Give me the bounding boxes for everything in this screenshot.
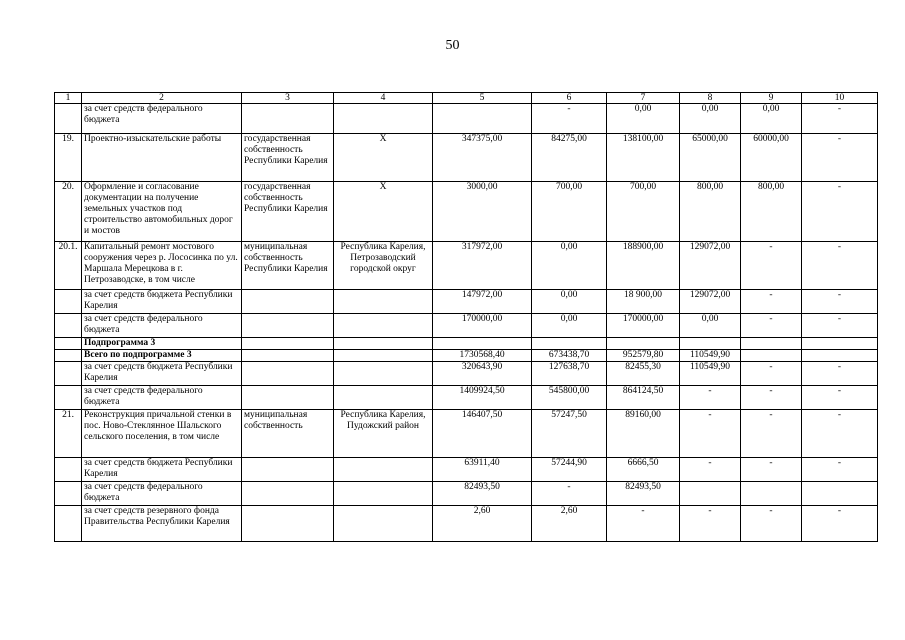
table-cell bbox=[242, 458, 334, 482]
table-cell: 347375,00 bbox=[433, 134, 532, 182]
table-cell: - bbox=[532, 482, 607, 506]
table-row bbox=[55, 242, 878, 290]
table-cell: 57247,50 bbox=[532, 410, 607, 458]
table-cell: за счет средств бюджета Республики Карелия bbox=[82, 458, 242, 482]
table-cell: 673438,70 bbox=[532, 350, 607, 362]
table-cell: 6666,50 bbox=[607, 458, 680, 482]
table-cell: 188900,00 bbox=[607, 242, 680, 290]
table-cell bbox=[607, 338, 680, 350]
table-cell: 82493,50 bbox=[607, 482, 680, 506]
table-cell: 800,00 bbox=[741, 182, 802, 242]
table-cell: 20. bbox=[55, 182, 82, 242]
table-cell bbox=[334, 482, 433, 506]
page-number: 50 bbox=[445, 38, 460, 53]
table-cell bbox=[334, 506, 433, 542]
table-cell: 700,00 bbox=[532, 182, 607, 242]
table-cell: - bbox=[802, 290, 878, 314]
table-cell: 20.1. bbox=[55, 242, 82, 290]
table-cell: за счет средств федерального бюджета bbox=[82, 482, 242, 506]
table-row bbox=[55, 506, 878, 542]
table-cell bbox=[242, 350, 334, 362]
table-cell: 0,00 bbox=[532, 290, 607, 314]
table-cell: Республика Карелия, Пудожский район bbox=[334, 410, 433, 458]
table-cell: - bbox=[680, 458, 741, 482]
table-cell bbox=[334, 104, 433, 134]
table-cell: Республика Карелия, Петрозаводский городской округ bbox=[334, 242, 433, 290]
table-cell: - bbox=[802, 134, 878, 182]
table-cell: - bbox=[802, 458, 878, 482]
table-cell: - bbox=[741, 290, 802, 314]
column-number-5: 5 bbox=[433, 93, 532, 104]
table-cell bbox=[334, 350, 433, 362]
table-row bbox=[55, 314, 878, 338]
table-cell: 60000,00 bbox=[741, 134, 802, 182]
table-cell: 170000,00 bbox=[433, 314, 532, 338]
table-cell: за счет средств бюджета Республики Карелия bbox=[82, 290, 242, 314]
column-number-3: 3 bbox=[242, 93, 334, 104]
table-cell bbox=[55, 482, 82, 506]
table-cell: 0,00 bbox=[680, 104, 741, 134]
table-cell: - bbox=[802, 182, 878, 242]
table-cell: - bbox=[532, 104, 607, 134]
table-cell: 82455,30 bbox=[607, 362, 680, 386]
table-cell: 147972,00 bbox=[433, 290, 532, 314]
table-cell bbox=[55, 458, 82, 482]
table-cell: 700,00 bbox=[607, 182, 680, 242]
table-cell bbox=[242, 338, 334, 350]
table-cell: - bbox=[802, 104, 878, 134]
table-cell: муниципальная собственность Республики Карелия bbox=[242, 242, 334, 290]
column-number-6: 6 bbox=[532, 93, 607, 104]
table-cell bbox=[55, 314, 82, 338]
table-cell bbox=[55, 506, 82, 542]
table-cell: Капитальный ремонт мостового сооружения через р. Лососинка по ул. Маршала Мерецкова в г. Петрозаводске, в том числе bbox=[82, 242, 242, 290]
table-cell: государственная собственность Республики Карелия bbox=[242, 182, 334, 242]
column-number-9: 9 bbox=[741, 93, 802, 104]
table-cell bbox=[55, 386, 82, 410]
table-cell: Х bbox=[334, 134, 433, 182]
table-cell: 320643,90 bbox=[433, 362, 532, 386]
table-cell: 127638,70 bbox=[532, 362, 607, 386]
table-cell bbox=[334, 386, 433, 410]
table-cell: 0,00 bbox=[532, 314, 607, 338]
table-cell: - bbox=[802, 314, 878, 338]
table-cell: за счет средств резервного фонда Правительства Республики Карелия bbox=[82, 506, 242, 542]
table-cell: 0,00 bbox=[532, 242, 607, 290]
table-row bbox=[55, 350, 878, 362]
table-cell: 952579,80 bbox=[607, 350, 680, 362]
table-row bbox=[55, 338, 878, 350]
table-cell bbox=[741, 338, 802, 350]
table-cell: 317972,00 bbox=[433, 242, 532, 290]
table-cell: - bbox=[802, 506, 878, 542]
table-cell: 2,60 bbox=[532, 506, 607, 542]
table-cell: - bbox=[802, 410, 878, 458]
table-cell: Всего по подпрограмме 3 bbox=[82, 350, 242, 362]
table-cell: 146407,50 bbox=[433, 410, 532, 458]
table-cell: 129072,00 bbox=[680, 242, 741, 290]
table-cell: - bbox=[802, 242, 878, 290]
table-cell: за счет средств федерального бюджета bbox=[82, 314, 242, 338]
table-cell: - bbox=[741, 314, 802, 338]
table-cell: - bbox=[741, 458, 802, 482]
table-cell: 110549,90 bbox=[680, 350, 741, 362]
table-cell bbox=[242, 482, 334, 506]
table-cell: Подпрограмма 3 bbox=[82, 338, 242, 350]
header-row bbox=[55, 93, 878, 104]
table-cell: - bbox=[741, 410, 802, 458]
table-cell: 0,00 bbox=[680, 314, 741, 338]
table-cell: за счет средств федерального бюджета bbox=[82, 104, 242, 134]
table-cell bbox=[242, 314, 334, 338]
table-cell: 18 900,00 bbox=[607, 290, 680, 314]
table-cell bbox=[802, 338, 878, 350]
table-cell: - bbox=[741, 242, 802, 290]
table-row bbox=[55, 362, 878, 386]
table-cell: 3000,00 bbox=[433, 182, 532, 242]
table-cell: - bbox=[680, 386, 741, 410]
table-cell: 19. bbox=[55, 134, 82, 182]
table-cell bbox=[55, 338, 82, 350]
table-cell: 110549,90 bbox=[680, 362, 741, 386]
table-cell: 1730568,40 bbox=[433, 350, 532, 362]
column-number-4: 4 bbox=[334, 93, 433, 104]
table-row bbox=[55, 482, 878, 506]
table-cell bbox=[741, 482, 802, 506]
table-cell: 84275,00 bbox=[532, 134, 607, 182]
column-number-2: 2 bbox=[82, 93, 242, 104]
table-cell bbox=[334, 314, 433, 338]
table-row bbox=[55, 290, 878, 314]
table-cell bbox=[680, 482, 741, 506]
table-cell: 2,60 bbox=[433, 506, 532, 542]
table-cell: за счет средств бюджета Республики Карелия bbox=[82, 362, 242, 386]
table-cell: Проектно-изыскательские работы bbox=[82, 134, 242, 182]
table-row bbox=[55, 104, 878, 134]
table-cell: - bbox=[741, 506, 802, 542]
table-row bbox=[55, 458, 878, 482]
table-cell bbox=[680, 338, 741, 350]
table-cell bbox=[334, 458, 433, 482]
table-cell bbox=[802, 350, 878, 362]
table-cell: 138100,00 bbox=[607, 134, 680, 182]
table-cell: 82493,50 bbox=[433, 482, 532, 506]
table-cell: Реконструкция причальной стенки в пос. Ново-Стеклянное Шальского сельского поселения, в том числе bbox=[82, 410, 242, 458]
column-number-8: 8 bbox=[680, 93, 741, 104]
table-cell: Оформление и согласование документации на получение земельных участков под строительство автомобильных дорог и мостов bbox=[82, 182, 242, 242]
table-cell: 0,00 bbox=[741, 104, 802, 134]
table-cell: 170000,00 bbox=[607, 314, 680, 338]
table-cell bbox=[242, 362, 334, 386]
table-cell: 63911,40 bbox=[433, 458, 532, 482]
table-row bbox=[55, 134, 878, 182]
table-cell bbox=[242, 506, 334, 542]
table-cell: 800,00 bbox=[680, 182, 741, 242]
table-cell: государственная собственность Республики Карелия bbox=[242, 134, 334, 182]
table-row bbox=[55, 182, 878, 242]
table-cell: - bbox=[802, 386, 878, 410]
table-cell bbox=[55, 290, 82, 314]
table-cell bbox=[532, 338, 607, 350]
table-cell bbox=[741, 350, 802, 362]
table-cell: 545800,00 bbox=[532, 386, 607, 410]
table-cell bbox=[55, 104, 82, 134]
table-cell bbox=[242, 386, 334, 410]
table-cell: - bbox=[741, 386, 802, 410]
table-cell bbox=[802, 482, 878, 506]
table-cell: 65000,00 bbox=[680, 134, 741, 182]
table-cell bbox=[334, 338, 433, 350]
column-number-1: 1 bbox=[55, 93, 82, 104]
table-cell: 129072,00 bbox=[680, 290, 741, 314]
table-cell: за счет средств федерального бюджета bbox=[82, 386, 242, 410]
table-row bbox=[55, 410, 878, 458]
table-cell: - bbox=[802, 362, 878, 386]
table-cell bbox=[55, 350, 82, 362]
data-table bbox=[54, 92, 878, 542]
column-number-10: 10 bbox=[802, 93, 878, 104]
table-cell: Х bbox=[334, 182, 433, 242]
table-cell: 0,00 bbox=[607, 104, 680, 134]
table-cell bbox=[433, 104, 532, 134]
table-cell: муниципальная собственность bbox=[242, 410, 334, 458]
table-cell: - bbox=[680, 506, 741, 542]
column-number-7: 7 bbox=[607, 93, 680, 104]
table-cell bbox=[242, 104, 334, 134]
table-cell: 57244,90 bbox=[532, 458, 607, 482]
table-cell: - bbox=[607, 506, 680, 542]
table-cell bbox=[242, 290, 334, 314]
table-cell bbox=[334, 290, 433, 314]
table-cell: - bbox=[741, 362, 802, 386]
table-cell: 21. bbox=[55, 410, 82, 458]
table-cell: 1409924,50 bbox=[433, 386, 532, 410]
table-cell bbox=[334, 362, 433, 386]
table-row bbox=[55, 386, 878, 410]
table-cell bbox=[433, 338, 532, 350]
table-cell: - bbox=[680, 410, 741, 458]
table-cell: 864124,50 bbox=[607, 386, 680, 410]
table-cell: 89160,00 bbox=[607, 410, 680, 458]
table-cell bbox=[55, 362, 82, 386]
